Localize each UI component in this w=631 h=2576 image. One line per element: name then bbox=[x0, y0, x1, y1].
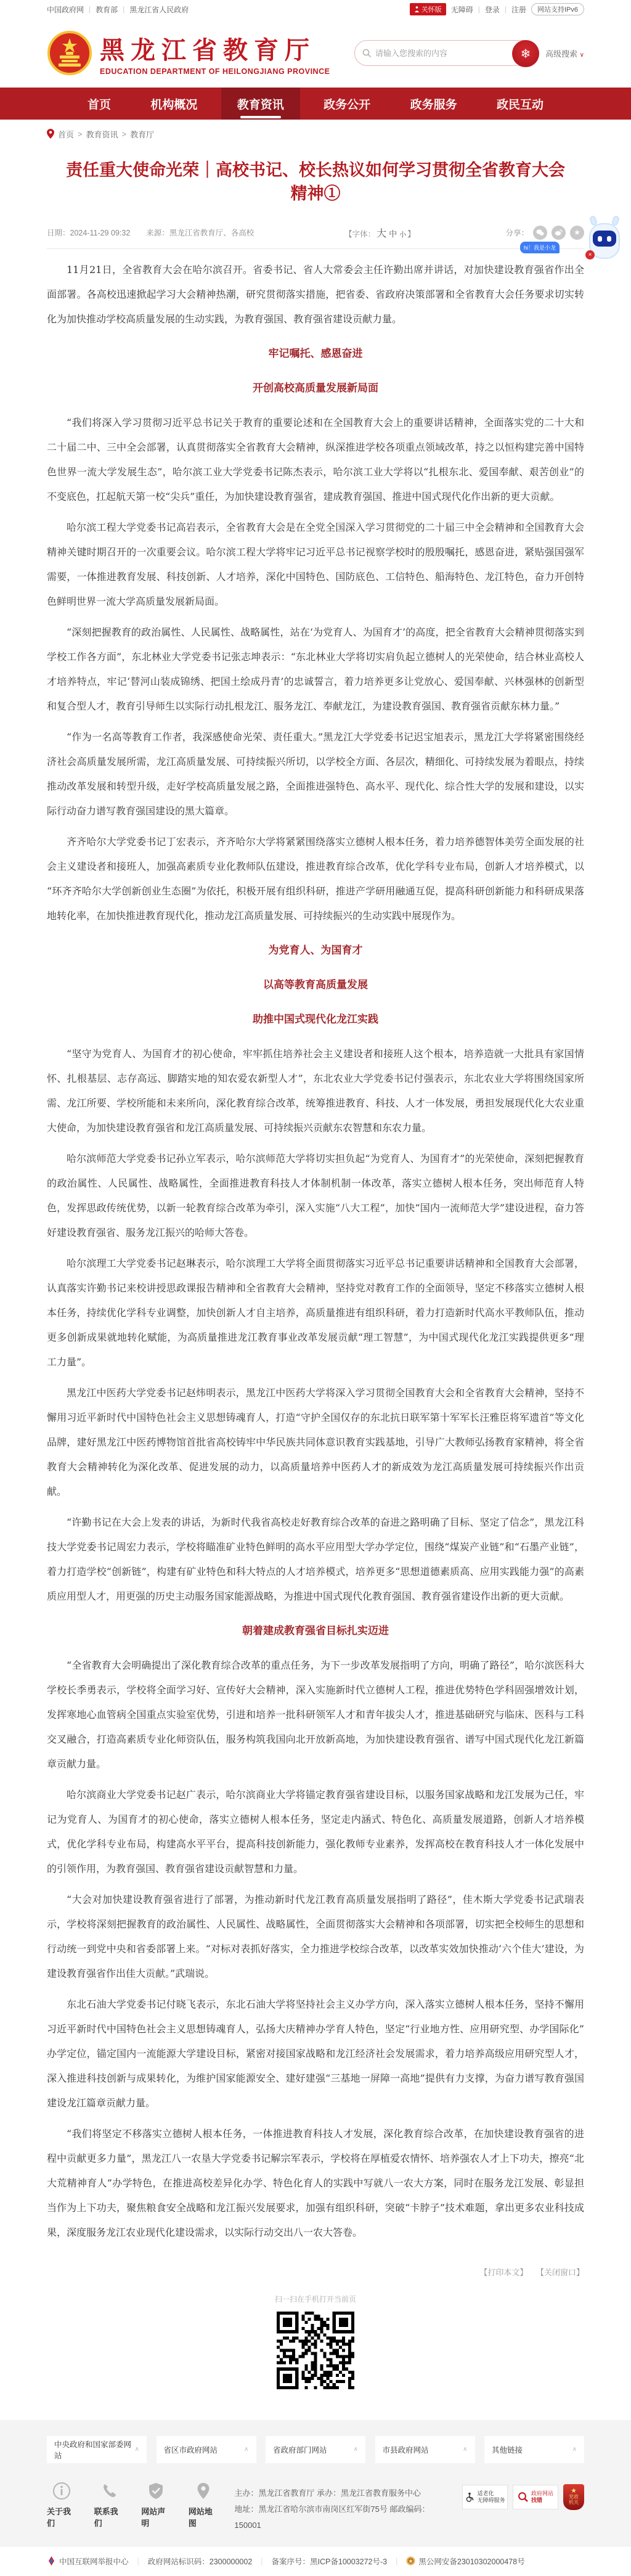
article-paragraph: “作为一名高等教育工作者，我深感使命光荣、责任重大。”黑龙江大学党委书记迟宝旭表示，黑龙江大学将紧密围绕经济社会高质量发展所需，龙江高质量发展、可持续振兴所切，以学校全方面、各层次，精细化、可持续发展为着眼点，持续推动改革发展和转型升级，走好学校高质量发展之路，全面推进强特色、高水平、现代化、综合性大学的发展和建设，以实际行动奋力谱写教育强国建设的黑大篇章。 bbox=[47, 730, 584, 817]
article-date: 日期：2024-11-29 09:32 bbox=[47, 229, 131, 238]
footer-link-contact[interactable]: 联系我们 bbox=[94, 2482, 124, 2529]
nav-item-gov-open[interactable]: 政务公开 bbox=[324, 98, 371, 112]
party-gov-emblem-badge[interactable]: ★ 党政 机关 bbox=[563, 2484, 584, 2510]
footer-link-sitemap[interactable]: 网站地图 bbox=[189, 2482, 219, 2529]
share-wechat-icon[interactable] bbox=[533, 226, 547, 240]
register-link[interactable]: 注册 bbox=[511, 5, 526, 14]
site-subtitle: EDUCATION DEPARTMENT OF HEILONGJIANG PROVINCE bbox=[100, 67, 330, 76]
footer-select-central-gov[interactable]: 中央政府和国家部委网站 ∧ bbox=[47, 2436, 147, 2463]
site-title: 黑龙江省教育厅 bbox=[100, 35, 316, 65]
article-paragraph: “我们将深入学习贯彻习近平总书记关于教育的重要论述和在全国教育大会上的重要讲话精神，全面落实党的二十大和二十届二中、三中全会部署，认真贯彻落实全省教育大会精神，纵深推进学校各项重点领域改革，持之以恒构建完善中国特色世界一流大学发展生态”，哈尔滨工业大学党委书记陈杰表示，哈尔滨工业大学将以“扎根东北、爱国奉献、艰苦创业”的不变底色，扛起航天第一校“尖兵”重任，为加快建设教育强省，建成教育强国、推进中国式现代化作出新的更大贡献。 bbox=[47, 416, 584, 502]
nav-item-home[interactable]: 首页 bbox=[88, 98, 112, 112]
nav-item-gov-service[interactable]: 政务服务 bbox=[410, 98, 457, 112]
chevron-up-icon: ∧ bbox=[134, 2446, 139, 2453]
nav-item-interaction[interactable]: 政民互动 bbox=[496, 98, 543, 112]
topbar bbox=[0, 0, 631, 18]
map-pin-icon bbox=[194, 2482, 213, 2500]
search-magnifier-icon bbox=[362, 49, 372, 58]
star-icon: ★ bbox=[571, 2487, 577, 2495]
search-box bbox=[354, 40, 539, 66]
phone-icon bbox=[100, 2482, 118, 2500]
article-paragraph: 哈尔滨理工大学党委书记赵琳表示，哈尔滨理工大学将全面贯彻落实习近平总书记重要讲话精神和全国教育大会部署，认真落实许勤书记来校讲授思政课报告精神和全省教育大会精神，坚持党对教育工作的全面领导，坚定不移落实立德树人根本任务，持续优化学科专业调整，加快创新人才自主培养，高质量推进有组织科研，着力打造新时代高水平教师队伍，推动更多创新成果就地转化赋能，为高质量推进龙江教育事业改革发展贡献“理工智慧”，为中国式现代化龙江实践提供更多“理工力量”。 bbox=[47, 1257, 584, 1368]
font-switch-suffix: 】 bbox=[407, 229, 415, 239]
article-section-heading: 开创高校高质量发展新局面 bbox=[253, 382, 378, 395]
advanced-search-link[interactable] bbox=[545, 47, 584, 59]
article-paragraph: “许勤书记在大会上发表的讲话，为新时代我省高校走好教育综合改革的奋进之路明确了目标、坚定了信念”，黑龙江科技大学党委书记周宏力表示，学校将瞄准矿业特色鲜明的高水平应用型大学办学定位，围绕“煤炭产业链”和“石墨产业链”，着力打造学校“创新链”，构建有矿业特色和科大特点的人才培养模式，培养更多“思想道德素质高、应用实践能力强”的高素质应用型人才，用更强的历史主动服务国家能源战略，为推进中国式现代化教育强国、教育强省建设作出新的更大贡献。 bbox=[47, 1516, 584, 1602]
advanced-search-label: 高级搜索 bbox=[545, 49, 578, 59]
robot-face bbox=[593, 231, 616, 247]
chevron-up-icon: ∧ bbox=[463, 2446, 468, 2453]
article-section-heading: 以高等教育高质量发展 bbox=[263, 978, 368, 991]
assistant-close-button[interactable]: × bbox=[585, 250, 595, 260]
shield-check-icon bbox=[147, 2482, 165, 2500]
person-icon bbox=[414, 6, 420, 13]
font-size-small-button[interactable]: 小 bbox=[399, 231, 407, 239]
print-button[interactable]: 【打印本文】 bbox=[479, 2267, 528, 2277]
assistant-bubble: hi！我是小龙 bbox=[520, 242, 560, 253]
chevron-up-icon: ∧ bbox=[244, 2446, 249, 2453]
article-paragraph: 哈尔滨师范大学党委书记孙立军表示，哈尔滨师范大学将切实担负起“为党育人、为国育才”的光荣使命，深刻把握教育的政治属性、人民属性、战略属性，全面推进教育科技人才体制机制一体改革，落实立德树人根本任务，突出师范育人特色，发挥思政传统优势，以新一轮教育综合改革为牵引，深入实施“八大工程”，加快“国内一流师范大学”建设进程，奋力答好建设教育强省、服务龙江振兴的哈师大答卷。 bbox=[47, 1152, 584, 1238]
article-body bbox=[47, 258, 584, 2245]
article-paragraph: “全省教育大会明确提出了深化教育综合改革的重点任务，为下一步改革发展指明了方向，明确了路径”，哈尔滨医科大学校长季勇表示，学校将全面学习好、宣传好大会精神，深入实施新时代立德树人工程，推进优势特色学科固强增效计划，发挥寒地心血管病全国重点实验室优势，引进和培养一批科研领军人才和青年拔尖人才，推进基础研究与临床、医科与工科交叉融合，打造高素质专业化师资队伍，服务构筑我国向北开放新高地，为加快建设教育强省、谱写中国式现代化龙江新篇章贡献力量。 bbox=[47, 1659, 584, 1770]
assistant-widget bbox=[524, 215, 624, 271]
icp-number: 备案序号：黑ICP备10003272号-3 bbox=[271, 2557, 388, 2566]
divider: | bbox=[261, 2556, 263, 2566]
article-section-heading: 朝着建成教育强省目标扎实迈进 bbox=[242, 1624, 389, 1637]
internet-report-center-link[interactable]: 中国互联网举报中心 bbox=[47, 2556, 129, 2567]
nav-item-overview[interactable]: 机构概况 bbox=[150, 98, 198, 112]
article-section-heading: 牢记嘱托、感恩奋进 bbox=[268, 347, 363, 360]
divider: | bbox=[478, 5, 480, 14]
article-actions bbox=[47, 2266, 584, 2278]
breadcrumb bbox=[47, 120, 584, 148]
search-button[interactable] bbox=[512, 40, 539, 67]
footer-organizer: 主办：黑龙江省教育厅 承办：黑龙江省教育服务中心 bbox=[234, 2488, 421, 2498]
topbar-link-hlj-gov[interactable]: 黑龙江省人民政府 bbox=[129, 5, 189, 14]
national-emblem-logo bbox=[47, 28, 92, 78]
info-icon bbox=[52, 2482, 71, 2500]
breadcrumb-separator: > bbox=[78, 129, 83, 139]
font-size-switch bbox=[344, 226, 415, 240]
qr-code bbox=[277, 2312, 354, 2389]
breadcrumb-home[interactable]: 首页 bbox=[58, 129, 75, 139]
care-mode-button[interactable] bbox=[410, 3, 446, 15]
location-pin-icon bbox=[47, 129, 54, 139]
article-paragraph: “深刻把握教育的政治属性、人民属性、战略属性，站在‘为党育人、为国育才’的高度，把全省教育大会精神贯彻落实到学校工作各方面”，东北林业大学党委书记张志坤表示：“东北林业大学将切实肩负起立德树人的光荣使命，结合林业高校人才培养特点，牢记‘替河山装成锦绣、把国土绘成丹青’的忠诚誓言，着力培养更多让党放心、爱国奉献、兴林强林的创新型和复合型人才，教育引导师生以实际行动扎根龙江、服务龙江、奉献龙江，为建设教育强国、教育强省贡献东林力量。” bbox=[47, 626, 584, 712]
chevron-down-icon: ∨ bbox=[579, 51, 584, 59]
footer-select-provinces[interactable]: 省区市政府网站 ∧ bbox=[157, 2436, 256, 2463]
breadcrumb-education-news[interactable]: 教育资讯 bbox=[86, 129, 118, 139]
chevron-up-icon: ∧ bbox=[572, 2446, 577, 2453]
article-section-heading: 助推中国式现代化龙江实践 bbox=[253, 1013, 378, 1026]
footer-select-others[interactable]: 其他链接 ∧ bbox=[484, 2436, 584, 2463]
article-paragraph: 11月21日，全省教育大会在哈尔滨召开。省委书记、省人大常委会主任许勤出席并讲话，对加快建设教育强省作出全面部署。各高校迅速掀起学习大会精神热潮，研究贯彻落实措施，把省委、省政府决策部署和全省教育大会任务要求切实转化为加快推动学校高质量发展的生动实践，为教育强国、教育强省建设贡献力量。 bbox=[47, 263, 584, 325]
report-center-icon bbox=[47, 2556, 56, 2566]
share-label: 分享： bbox=[505, 229, 529, 238]
main-nav bbox=[0, 88, 631, 120]
qr-caption: 扫一扫在手机打开当前页 bbox=[274, 2294, 356, 2304]
snowflake-icon: ❄ bbox=[520, 47, 531, 61]
topbar-link-moe[interactable]: 教育部 bbox=[96, 5, 118, 14]
magnifier-error-icon bbox=[518, 2492, 529, 2503]
login-link[interactable]: 登录 bbox=[484, 5, 500, 14]
breadcrumb-separator: > bbox=[121, 129, 127, 139]
article-paragraph: 齐齐哈尔大学党委书记丁宏表示，齐齐哈尔大学将紧紧围绕落实立德树人根本任务，着力培养德智体美劳全面发展的社会主义建设者和接班人，加强高素质专业化教师队伍建设，推进教育综合改革，优化学科专业布局，创新人才培养模式，以“环齐齐哈尔大学创新创业生态圈”为依托，积极开展有组织科研，推进产学研用融通互促，提高科研创新能力和科研成果落地转化率，在加快推进教育现代化，推动龙江高质量发展、可持续振兴的生动实践中展现作为。 bbox=[47, 835, 584, 922]
article-paragraph: “大会对加快建设教育强省进行了部署，为推动新时代龙江教育高质量发展指明了路径”，佳木斯大学党委书记武瑞表示，学校将深刻把握教育的政治属性、人民属性、战略属性，全面贯彻落实大会精神和各项部署，切实把全校师生的思想和行动统一到党中央和省委部署上来。“对标对表抓好落实，全力推进学校综合改革，以改革实效加快推动‘六个佳大’建设，为建设教育强省作出佳大贡献。”武瑞说。 bbox=[47, 1893, 584, 1979]
wheelchair-icon bbox=[465, 2492, 474, 2502]
public-security-badge-icon bbox=[406, 2556, 415, 2566]
site-error-report-badge[interactable]: 政府网站 找错 bbox=[513, 2485, 558, 2509]
footer-select-cities[interactable]: 市县政府网站 ∧ bbox=[375, 2436, 475, 2463]
brand[interactable] bbox=[47, 28, 330, 78]
footer-link-statement[interactable]: 网站声明 bbox=[141, 2482, 171, 2529]
article-title: 责任重大使命光荣｜高校书记、校长热议如何学习贯彻全省教育大会精神① bbox=[66, 161, 565, 203]
close-window-button[interactable]: 【关闭窗口】 bbox=[535, 2267, 584, 2277]
article-paragraph: 黑龙江中医药大学党委书记赵炜明表示，黑龙江中医药大学将深入学习贯彻全国教育大会和全省教育大会精神，坚持不懈用习近平新时代中国特色社会主义思想铸魂育人，打造“守护全国仅存的东北抗日联军第十军军长汪雅臣将军遗首”等文化品牌，建好黑龙江中医药博物馆首批省高校铸牢中华民族共同体意识教育实践基地，引导广大教师弘扬教育家精神，将全省教育大会精神转化为深化改革、促进发展的动力，以高质量培养中医药人才的新成效为龙江高质量发展可持续振兴作出贡献。 bbox=[47, 1386, 584, 1497]
font-size-medium-button[interactable]: 中 bbox=[389, 229, 397, 239]
divider: | bbox=[504, 5, 507, 14]
article-paragraph: 哈尔滨商业大学党委书记赵广表示，哈尔滨商业大学将锚定教育强省建设目标，以服务国家战略和龙江发展为己任，牢记为党育人、为国育才的初心使命，落实立德树人根本任务，坚定走内涵式、特色化、高质量发展道路，创新人才培养模式，优化学科专业布局，构建高水平平台，提高科技创新能力，强化教师专业素养，发挥高校在教育科技人才一体化发展中的引领作用，为教育强国、教育强省建设贡献智慧和力量。 bbox=[47, 1788, 584, 1875]
article-source: 来源：黑龙江省教育厅、各高校 bbox=[146, 229, 254, 238]
article-meta bbox=[47, 221, 584, 248]
divider bbox=[47, 248, 584, 249]
breadcrumb-current[interactable]: 教育厅 bbox=[130, 129, 155, 139]
footer-link-about[interactable]: 关于我们 bbox=[47, 2482, 77, 2529]
article-paragraph: 哈尔滨工程大学党委书记高岩表示，全省教育大会是在全党全国深入学习贯彻党的二十届三中全会精神和全国教育大会精神关键时期召开的一次重要会议。哈尔滨工程大学将牢记习近平总书记视察学校时的殷殷嘱托，感恩奋进，紧贴强国强军需要，一体推进教育发展、科技创新、人才培养，深化中国特色、国防底色、工信特色、船海特色、龙江特色，奋力开创特色鲜明世界一流大学高质量发展新局面。 bbox=[47, 521, 584, 607]
article-section-heading: 为党育人、为国育才 bbox=[268, 944, 363, 957]
article-paragraph: “坚守为党育人、为国育才的初心使命，牢牢抓住培养社会主义建设者和接班人这个根本，培养造就一大批具有家国情怀、扎根基层、志存高远、脚踏实地的知农爱农新型人才”，东北农业大学党委书记付强表示，东北农业大学将围绕国家所需、龙江所要、学校所能和未来所向，深化教育综合改革，统筹推进教育、科技、人才一体发展，勇担发展现代化大农业重大使命，为加快建设教育强省和龙江高质量发展、可持续振兴贡献东农智慧和东农力量。 bbox=[47, 1047, 584, 1134]
footer bbox=[0, 2420, 631, 2546]
footer-bottom-bar bbox=[0, 2546, 631, 2575]
public-security-record-link[interactable]: 黑公网安备23010302000478号 bbox=[406, 2556, 524, 2567]
accessibility-service-badge[interactable]: 适老化 无障碍服务 bbox=[462, 2485, 508, 2509]
ipv6-badge: 网站支持IPv6 bbox=[531, 3, 584, 15]
divider: | bbox=[137, 2556, 139, 2566]
nav-item-education-news[interactable]: 教育资讯 bbox=[221, 88, 300, 120]
site-header bbox=[0, 18, 631, 88]
assistant-robot[interactable] bbox=[585, 215, 624, 264]
chevron-up-icon: ∧ bbox=[353, 2446, 358, 2453]
footer-select-departments[interactable]: 省政府部门网站 ∧ bbox=[266, 2436, 365, 2463]
care-mode-label: 关怀版 bbox=[421, 6, 442, 14]
article-paragraph: 东北石油大学党委书记付晓飞表示，东北石油大学将坚持社会主义办学方向，深入落实立德树人根本任务，坚持不懈用习近平新时代中国特色社会主义思想铸魂育人，弘扬大庆精神办学育人特色，坚定“行业地方性、应用研究型、办学国际化”办学定位，锚定国内一流能源大学建设目标，紧密对接国家战略和龙江经济社会发展需求，着力培养高级应用研究型人才，深入推进科技创新与成果转化，为维护国家能源安全、建好建强“三基地一屏障一高地”提供有力支撑，为奋力谱写教育强国建设龙江篇章贡献力量。 bbox=[47, 1998, 584, 2109]
divider: | bbox=[123, 5, 125, 14]
font-switch-prefix: 【字体： bbox=[344, 229, 376, 239]
font-size-large-button[interactable]: 大 bbox=[377, 228, 387, 239]
share-favorite-icon[interactable]: ★ bbox=[570, 226, 584, 240]
topbar-link-gov-cn[interactable]: 中国政府网 bbox=[47, 5, 84, 14]
accessibility-link[interactable]: 无障碍 bbox=[450, 5, 473, 14]
article-paragraph: “我们将坚定不移落实立德树人根本任务，一体推进教育科技人才发展，深化教育综合改革，在加快建设教育强省的进程中贡献更多力量”，黑龙江八一农垦大学党委书记解宗军表示，学校将在厚植爱农情怀、培养强农人才上下功夫，擦亮“北大荒精神育人”办学特色，在推进高校差异化办学、特色化育人的实践中写就八一农大方案，同时在服务龙江发展、彰显担当作为上下功夫，聚焦粮食安全战略和龙江振兴发展要求，加强有组织科研，突破“卡脖子”技术难题，拿出更多农业科技成果，深度服务龙江农业现代化建设需求，以实际行动交出八一农大答卷。 bbox=[47, 2127, 584, 2238]
footer-address: 地址：黑龙江省哈尔滨市南岗区红军街75号 邮政编码：150001 bbox=[234, 2504, 430, 2530]
site-code: 政府网站标识码：2300000002 bbox=[147, 2557, 253, 2566]
divider: | bbox=[396, 2556, 398, 2566]
divider: | bbox=[89, 5, 91, 14]
